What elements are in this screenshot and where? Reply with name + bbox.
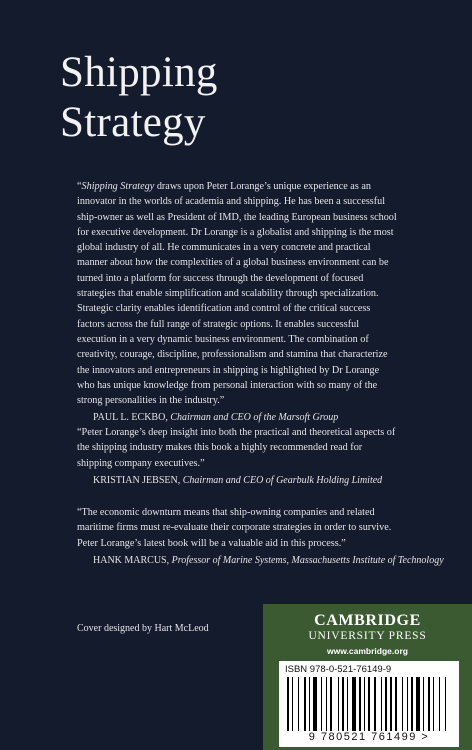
- barcode-bar: [407, 677, 408, 731]
- barcode-bar: [321, 677, 322, 731]
- publisher-panel: [263, 604, 472, 750]
- barcode-bar: [342, 677, 344, 731]
- endorsement-3: [77, 505, 444, 568]
- barcode-bar: [368, 677, 370, 731]
- barcode-bar: [395, 677, 396, 731]
- cover-design-credit: Cover designed by Hart McLeod: [77, 623, 209, 634]
- barcode-bar: [416, 677, 419, 731]
- barcode-bar: [287, 677, 289, 731]
- endorsement-1-body: draws upon Peter Lorange’s unique experience as an innovator in the worlds of academia and shipping. He has been a successful ship-owner as well as President of IMD, the leading European business school for executive development. Dr Lorange is a globalist and shipping is the most global industry of all. He communicates in a very concrete and practical manner about how the complexities of a global business environment can be turned into a platform for success through the development of focused strategies that enable simplification and scalability through specialization. Strategic clarity enables identification and control of the critical success factors across the full range of strategic options. It enables successful execution in a very dynamic business environment. The combination of creativity, courage, discipline, professionalism and stamina that characterize the innovators and entrepreneurs in shipping is highlighted by Dr Lorange who has unique knowledge from personal interaction with so many of the strong personalities in the industry.”: [77, 181, 397, 407]
- barcode-box: [279, 661, 459, 747]
- barcode-bar: [374, 677, 375, 731]
- barcode-bar: [385, 677, 387, 731]
- endorsement-3-text: “The economic downturn means that ship-owning companies and related maritime firms must re-evaluate their corporate strategies in order to survive. Peter Lorange’s latest book will be a valuable aid in this process.”: [77, 507, 392, 549]
- endorsement-1-attribution: [77, 410, 397, 425]
- barcode-bar: [359, 677, 361, 731]
- endorsement-3-role: Professor of Marine Systems, Massachusetts Institute of Technology: [171, 554, 444, 566]
- endorsement-2: [77, 425, 397, 488]
- publisher-subtitle: UNIVERSITY PRESS: [308, 630, 427, 642]
- book-title: [60, 48, 420, 148]
- isbn-label: ISBN 978-0-521-76149-9: [285, 664, 392, 675]
- barcode-bar: [445, 677, 446, 731]
- publisher-url: www.cambridge.org: [327, 646, 408, 656]
- barcode-bar: [390, 677, 392, 731]
- title-line-2: Strategy: [60, 99, 206, 146]
- barcode-bar: [428, 677, 430, 731]
- barcode-bar: [402, 677, 403, 731]
- barcode-bar: [352, 677, 355, 731]
- barcode-bar: [292, 677, 293, 731]
- endorsement-2-attribution: [77, 473, 397, 488]
- barcode: [287, 677, 451, 731]
- barcode-bar: [411, 677, 413, 731]
- endorsement-1-author: PAUL L. ECKBO,: [93, 412, 171, 424]
- barcode-bar: [433, 677, 434, 731]
- barcode-bar: [364, 677, 365, 731]
- barcode-bar: [309, 677, 310, 731]
- endorsement-2-role: Chairman and CEO of Gearbulk Holding Limited: [182, 474, 383, 486]
- barcode-bar: [298, 677, 299, 731]
- barcode-bar: [330, 677, 332, 731]
- barcode-digits: 9 780521 761499 >: [308, 731, 430, 743]
- barcode-bar: [326, 677, 327, 731]
- endorsement-1-book-title: Shipping Strategy: [81, 181, 155, 192]
- endorsement-2-text: “Peter Lorange’s deep insight into both the practical and theoretical aspects of the shipping industry makes this book a highly recommended read for shipping company executives.”: [77, 427, 396, 469]
- title-line-1: Shipping: [60, 49, 218, 96]
- barcode-bar: [381, 677, 382, 731]
- barcode-bar: [313, 677, 316, 731]
- barcode-bar: [347, 677, 348, 731]
- endorsement-3-attribution: [77, 553, 444, 568]
- barcode-bar: [304, 677, 306, 731]
- endorsement-2-author: KRISTIAN JEBSEN,: [93, 474, 183, 486]
- endorsement-3-author: HANK MARCUS,: [93, 554, 172, 566]
- barcode-bar: [423, 677, 424, 731]
- endorsement-1-role: Chairman and CEO of the Marsoft Group: [170, 412, 339, 424]
- barcode-bar: [439, 677, 440, 731]
- endorsement-1: [77, 179, 397, 425]
- publisher-name: CAMBRIDGE: [314, 612, 421, 629]
- endorsement-1-text: “Shipping Strategy draws upon Peter Lorange’s unique experience as an innovator in the worlds of academia and shipping. He has been a successful ship-owner as well as President of IMD, the leading European business school for executive development. Dr Lorange is a globalist and shipping is the most global industry of all. He communicates in a very concrete and practical manner about how the complexities of a global business environment can be turned into a platform for success through the development of focused strategies that enable simplification and scalability through specialization. Strategic clarity enables identification and control of the critical success factors across the full range of strategic options. It enables successful execution in a very dynamic business environment. The combination of creativity, courage, discipline, professionalism and stamina that characterize the innovators and entrepreneurs in shipping is highlighted by Dr Lorange who has unique knowledge from personal interaction with so many of the strong personalities in the industry.”: [77, 181, 397, 407]
- barcode-bar: [338, 677, 339, 731]
